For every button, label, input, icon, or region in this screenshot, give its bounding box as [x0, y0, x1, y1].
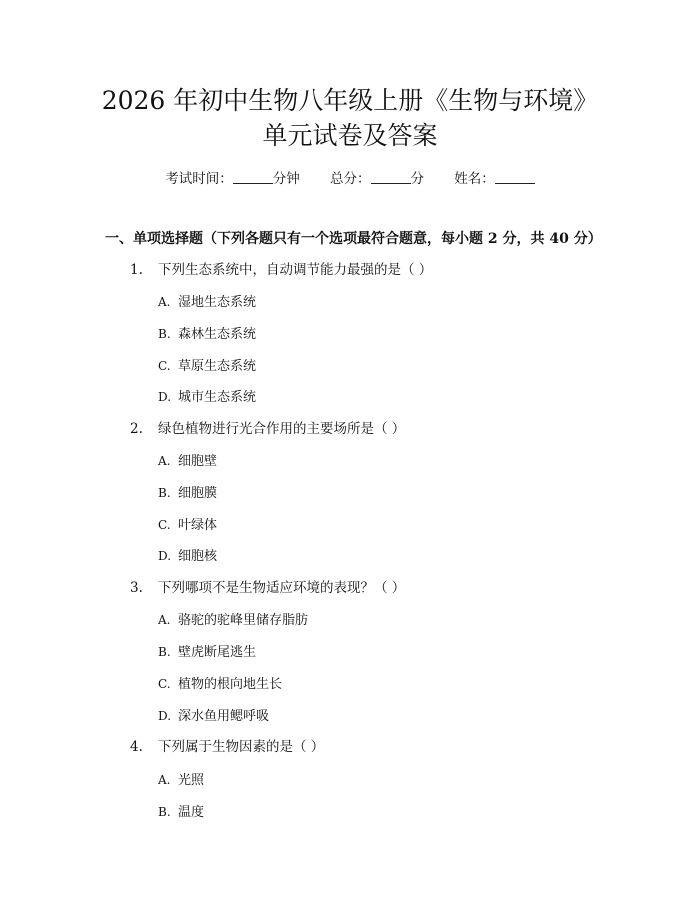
question-number: 1.	[130, 262, 143, 278]
option-letter: B.	[158, 327, 171, 341]
option-text: 森林生态系统	[178, 327, 257, 342]
section-heading: 一、单项选择题（下列各题只有一个选项最符合题意，每小题 2 分，共 40 分）	[105, 231, 602, 247]
option-text: 骆驼的驼峰里储存脂肪	[178, 613, 309, 628]
option-text: 细胞膜	[178, 486, 218, 501]
option-3a	[158, 611, 308, 630]
option-text: 城市生态系统	[178, 390, 257, 405]
option-letter: C.	[158, 677, 171, 691]
student-name-label: 姓名：	[454, 171, 495, 187]
student-name-blank	[495, 171, 535, 184]
option-4a	[158, 771, 204, 790]
option-text: 草原生态系统	[178, 359, 257, 374]
option-3b	[158, 643, 256, 662]
option-3d	[158, 707, 269, 726]
option-text: 细胞壁	[178, 454, 218, 469]
question-2	[130, 420, 405, 438]
question-4	[130, 738, 324, 756]
question-text: 下列生态系统中，自动调节能力最强的是（ ）	[158, 262, 433, 278]
option-letter: B.	[158, 645, 171, 659]
option-letter: C.	[158, 518, 171, 532]
option-text: 湿地生态系统	[178, 295, 257, 310]
exam-info-row	[0, 170, 700, 188]
option-letter: D.	[158, 549, 172, 563]
option-text: 壁虎断尾逃生	[178, 645, 257, 660]
option-letter: B.	[158, 805, 171, 819]
option-text: 温度	[178, 805, 205, 820]
total-score-blank	[371, 171, 411, 184]
option-2d	[158, 547, 217, 566]
total-score-label: 总分：	[330, 171, 371, 187]
option-3c	[158, 675, 282, 694]
question-text: 绿色植物进行光合作用的主要场所是（ ）	[158, 421, 406, 437]
exam-title-line-1: 2026 年初中生物八年级上册《生物与环境》	[101, 86, 599, 115]
option-text: 叶绿体	[178, 518, 218, 533]
total-score-field	[330, 170, 424, 188]
question-1	[130, 261, 432, 279]
option-4b	[158, 803, 204, 822]
question-number: 2.	[130, 421, 143, 437]
option-letter: D.	[158, 390, 172, 404]
student-name-field	[454, 170, 535, 188]
exam-time-unit: 分钟	[272, 171, 300, 187]
option-text: 深水鱼用鳃呼吸	[178, 709, 270, 724]
option-text: 细胞核	[178, 549, 218, 564]
exam-title-line-2: 单元试卷及答案	[262, 121, 438, 150]
option-1c	[158, 357, 256, 376]
option-letter: A.	[158, 295, 171, 309]
option-1d	[158, 388, 256, 407]
question-number: 3.	[130, 580, 143, 596]
option-2c	[158, 516, 217, 535]
option-1a	[158, 293, 256, 312]
option-text: 植物的根向地生长	[178, 677, 283, 692]
option-1b	[158, 325, 256, 344]
exam-time-field	[165, 170, 300, 188]
question-text: 下列哪项不是生物适应环境的表现？（ ）	[158, 580, 406, 596]
option-letter: D.	[158, 709, 172, 723]
option-letter: B.	[158, 486, 171, 500]
question-text: 下列属于生物因素的是（ ）	[158, 739, 325, 755]
option-letter: A.	[158, 773, 171, 787]
question-3	[130, 579, 405, 597]
exam-time-label: 考试时间：	[165, 171, 233, 187]
option-letter: C.	[158, 359, 171, 373]
option-letter: A.	[158, 613, 171, 627]
option-2a	[158, 452, 217, 471]
exam-time-blank	[233, 171, 273, 184]
total-score-unit: 分	[410, 171, 424, 187]
option-letter: A.	[158, 454, 171, 468]
option-2b	[158, 484, 217, 503]
option-text: 光照	[178, 773, 205, 788]
question-number: 4.	[130, 739, 143, 755]
